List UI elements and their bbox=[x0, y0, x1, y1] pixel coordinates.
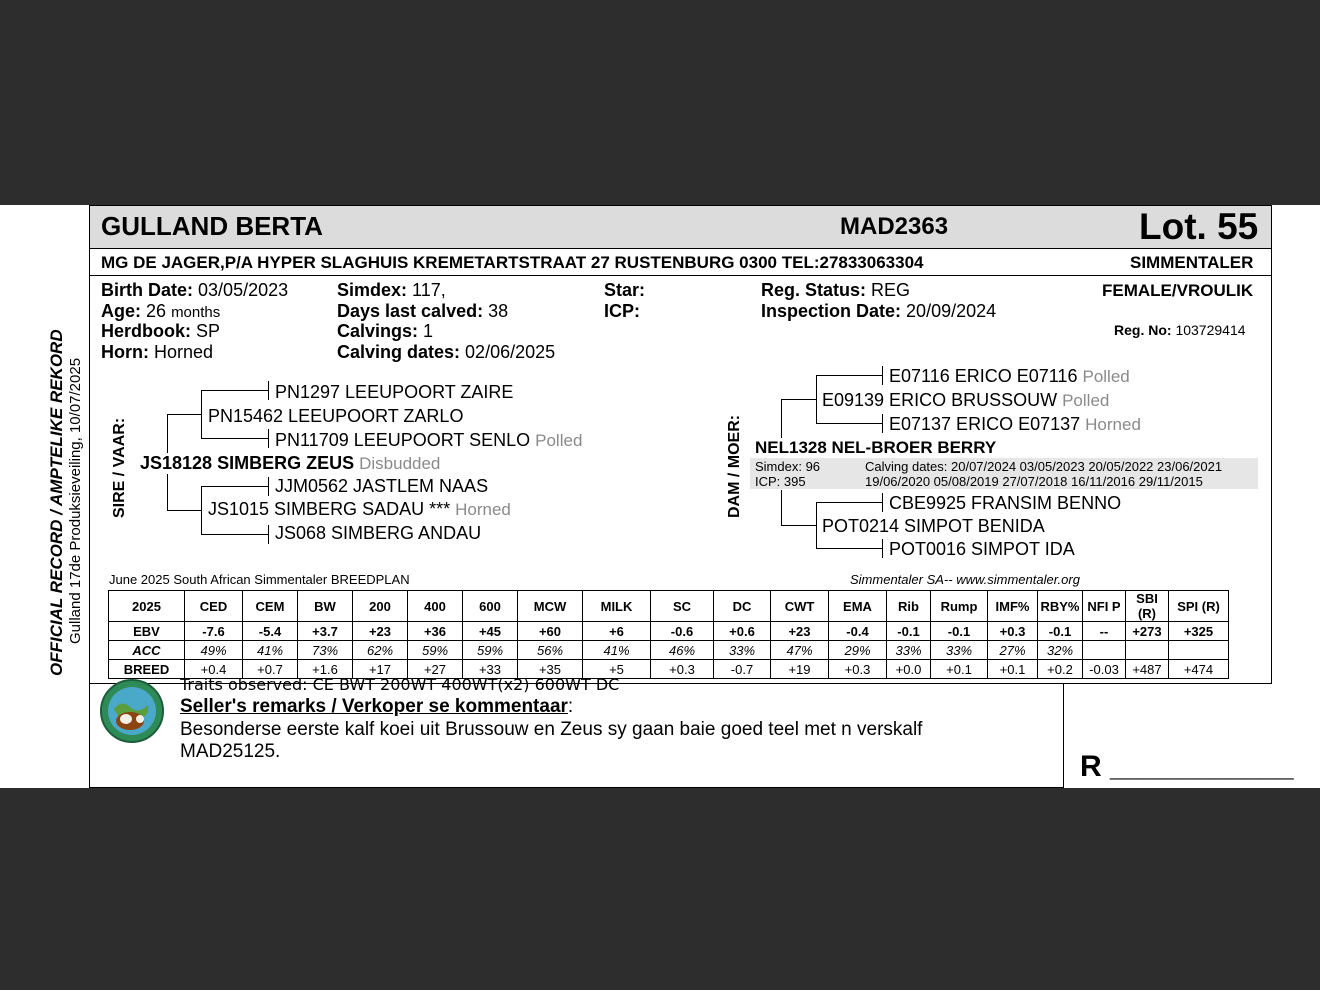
horn-status: Horn: Horned bbox=[101, 342, 214, 362]
official-record-label: OFFICIAL RECORD / AMPTELIKE REKORD bbox=[47, 329, 66, 676]
table-cell: -- bbox=[1083, 622, 1126, 641]
table-cell: +3.7 bbox=[298, 622, 353, 641]
simmentaler-logo-icon bbox=[100, 679, 164, 743]
table-header-cell: MCW bbox=[518, 591, 583, 622]
table-cell: +0.3 bbox=[651, 660, 714, 679]
table-header-cell: CWT bbox=[771, 591, 829, 622]
table-cell: 56% bbox=[518, 641, 583, 660]
sire-dam-sire: JJM0562 JASTLEM NAAS bbox=[275, 476, 489, 496]
table-cell: +1.6 bbox=[298, 660, 353, 679]
traits-observed: Traits observed: CE BWT 200WT 400WT(x2) 600WT DC bbox=[180, 675, 620, 694]
table-header-cell: BW bbox=[298, 591, 353, 622]
table-cell: 33% bbox=[931, 641, 988, 660]
calvings: Calvings: 1 bbox=[337, 321, 434, 341]
table-cell: +325 bbox=[1169, 622, 1229, 641]
table-row bbox=[109, 641, 1229, 660]
table-cell: 59% bbox=[408, 641, 463, 660]
table-cell: +0.6 bbox=[714, 622, 771, 641]
table-cell: +17 bbox=[353, 660, 408, 679]
table-header-cell: IMF% bbox=[988, 591, 1038, 622]
herdbook: Herdbook: SP bbox=[101, 321, 221, 341]
table-cell: -7.6 bbox=[185, 622, 243, 641]
sire-name: JS18128 SIMBERG ZEUS Disbudded bbox=[140, 453, 441, 473]
table-cell: 73% bbox=[298, 641, 353, 660]
table-cell: 47% bbox=[771, 641, 829, 660]
breedplan-table bbox=[108, 590, 1229, 679]
table-cell: +35 bbox=[518, 660, 583, 679]
dam-sire: E09139 ERICO BRUSSOUW Polled bbox=[822, 390, 1110, 410]
sd-bracket bbox=[201, 486, 202, 535]
table-cell: +0.3 bbox=[988, 622, 1038, 641]
table-cell: +0.1 bbox=[931, 660, 988, 679]
dam-icp: ICP: 395 bbox=[755, 474, 806, 489]
table-cell: 33% bbox=[714, 641, 771, 660]
table-cell: 29% bbox=[829, 641, 887, 660]
table-cell: +60 bbox=[518, 622, 583, 641]
table-cell: +273 bbox=[1126, 622, 1169, 641]
table-cell: +0.1 bbox=[988, 660, 1038, 679]
sire-label: SIRE / VAAR: bbox=[111, 417, 128, 518]
birth-date: Birth Date: 03/05/2023 bbox=[101, 280, 289, 300]
table-cell: 62% bbox=[353, 641, 408, 660]
dam-dam-bracket bbox=[781, 490, 782, 526]
table-header-cell: MILK bbox=[583, 591, 651, 622]
table-cell: +33 bbox=[463, 660, 518, 679]
table-cell: -0.7 bbox=[714, 660, 771, 679]
table-cell: ACC bbox=[109, 641, 185, 660]
reg-status: Reg. Status: REG bbox=[761, 280, 911, 300]
table-cell: +0.4 bbox=[185, 660, 243, 679]
table-cell: -5.4 bbox=[243, 622, 298, 641]
table-cell: +0.0 bbox=[887, 660, 931, 679]
dam-calving-dates-1: Calving dates: 20/07/2024 03/05/2023 20/05/2022 23/06/2021 bbox=[865, 459, 1223, 474]
dam-dam-dam: POT0016 SIMPOT IDA bbox=[889, 539, 1075, 559]
table-cell: 32% bbox=[1038, 641, 1083, 660]
table-cell: +0.2 bbox=[1038, 660, 1083, 679]
table-cell: +45 bbox=[463, 622, 518, 641]
table-header-cell: RBY% bbox=[1038, 591, 1083, 622]
table-cell: 41% bbox=[243, 641, 298, 660]
ss-bracket bbox=[201, 390, 202, 439]
table-cell: 27% bbox=[988, 641, 1038, 660]
star-label: Star: bbox=[604, 280, 646, 300]
table-cell: +36 bbox=[408, 622, 463, 641]
age: Age: 26 months bbox=[101, 301, 221, 321]
table-cell: +23 bbox=[771, 622, 829, 641]
dam-calving-dates-2: 19/06/2020 05/08/2019 27/07/2018 16/11/2016 29/11/2015 bbox=[865, 474, 1203, 489]
table-header-cell: SC bbox=[651, 591, 714, 622]
dam-sire-sire: E07116 ERICO E07116 Polled bbox=[889, 366, 1130, 386]
dam-dam-sire: CBE9925 FRANSIM BENNO bbox=[889, 493, 1122, 513]
owner-line: MG DE JAGER,P/A HYPER SLAGHUIS KREMETARTSTRAAT 27 RUSTENBURG 0300 TEL:27833063304 bbox=[101, 253, 924, 272]
inspection-date: Inspection Date: 20/09/2024 bbox=[761, 301, 997, 321]
table-header-cell: CEM bbox=[243, 591, 298, 622]
table-cell: 33% bbox=[887, 641, 931, 660]
sire-sire-sire: PN1297 LEEUPOORT ZAIRE bbox=[275, 382, 514, 402]
table-header-cell: CED bbox=[185, 591, 243, 622]
table-header-cell: Rump bbox=[931, 591, 988, 622]
price-box-divider bbox=[1063, 684, 1064, 788]
breedplan-title: June 2025 South African Simmentaler BREEDPLAN bbox=[109, 572, 410, 587]
table-cell: +474 bbox=[1169, 660, 1229, 679]
table-cell bbox=[1083, 641, 1126, 660]
dam-dam: POT0214 SIMPOT BENIDA bbox=[822, 516, 1045, 536]
table-header-cell: 600 bbox=[463, 591, 518, 622]
table-cell: +0.7 bbox=[243, 660, 298, 679]
table-row bbox=[109, 622, 1229, 641]
sire-sire: PN15462 LEEUPOORT ZARLO bbox=[208, 406, 464, 426]
table-cell: +487 bbox=[1126, 660, 1169, 679]
table-header-cell: DC bbox=[714, 591, 771, 622]
reg-no: Reg. No: 103729414 bbox=[1114, 322, 1246, 338]
dam-sire-dam: E07137 ERICO E07137 Horned bbox=[889, 414, 1141, 434]
table-cell: -0.4 bbox=[829, 622, 887, 641]
icp-label: ICP: bbox=[604, 301, 640, 321]
table-cell: +27 bbox=[408, 660, 463, 679]
table-cell bbox=[1126, 641, 1169, 660]
table-header-cell: SPI (R) bbox=[1169, 591, 1229, 622]
simdex: Simdex: 117, bbox=[337, 280, 446, 300]
table-cell: +0.3 bbox=[829, 660, 887, 679]
table-cell: 46% bbox=[651, 641, 714, 660]
dam-name: NEL1328 NEL-BROER BERRY bbox=[755, 438, 997, 457]
table-cell: +23 bbox=[353, 622, 408, 641]
sire-dam: JS1015 SIMBERG SADAU *** Horned bbox=[208, 499, 511, 519]
table-header-cell: EMA bbox=[829, 591, 887, 622]
dam-simdex: Simdex: 96 bbox=[755, 459, 821, 474]
remarks-line-1: Besonderse eerste kalf koei uit Brussouw en Zeus sy gaan baie goed teel met n verskalf bbox=[180, 719, 923, 740]
table-header-cell: 200 bbox=[353, 591, 408, 622]
table-cell bbox=[1169, 641, 1229, 660]
animal-id: MAD2363 bbox=[840, 213, 949, 240]
table-cell: -0.1 bbox=[1038, 622, 1083, 641]
sire-sire-dam: PN11709 LEEUPOORT SENLO Polled bbox=[275, 430, 583, 450]
remarks-heading: Seller's remarks / Verkoper se kommentaar: bbox=[180, 696, 574, 717]
animal-name: GULLAND BERTA bbox=[101, 211, 323, 241]
table-header-row bbox=[109, 591, 1229, 622]
lot-number: Lot. 55 bbox=[1139, 206, 1259, 247]
table-cell: +6 bbox=[583, 622, 651, 641]
table-cell: +5 bbox=[583, 660, 651, 679]
days-last-calved: Days last calved: 38 bbox=[337, 301, 509, 321]
remarks-line-2: MAD25125. bbox=[180, 741, 281, 762]
breed-name: SIMMENTALER bbox=[1130, 253, 1254, 272]
table-cell: -0.6 bbox=[651, 622, 714, 641]
table-cell: +19 bbox=[771, 660, 829, 679]
table-cell: 49% bbox=[185, 641, 243, 660]
price-field[interactable]: R ___________ bbox=[1080, 750, 1294, 783]
calving-dates: Calving dates: 02/06/2025 bbox=[337, 342, 556, 362]
table-cell: 59% bbox=[463, 641, 518, 660]
table-header-cell: 2025 bbox=[109, 591, 185, 622]
table-cell: 41% bbox=[583, 641, 651, 660]
table-header-cell: 400 bbox=[408, 591, 463, 622]
table-header-cell: NFI P bbox=[1083, 591, 1126, 622]
table-cell: -0.1 bbox=[931, 622, 988, 641]
breedplan-site: Simmentaler SA-- www.simmentaler.org bbox=[850, 572, 1080, 587]
sex: FEMALE/VROULIK bbox=[1102, 281, 1254, 300]
table-cell: BREED bbox=[109, 660, 185, 679]
table-cell: EBV bbox=[109, 622, 185, 641]
dam-label: DAM / MOER: bbox=[726, 414, 743, 518]
sale-label: Gulland 17de Produksieveiling, 10/07/2025 bbox=[67, 357, 84, 644]
sire-dam-dam: JS068 SIMBERG ANDAU bbox=[275, 523, 482, 543]
table-header-cell: SBI (R) bbox=[1126, 591, 1169, 622]
dam-sire-bracket bbox=[781, 399, 782, 439]
table-cell: -0.03 bbox=[1083, 660, 1126, 679]
table-header-cell: Rib bbox=[887, 591, 931, 622]
table-cell: -0.1 bbox=[887, 622, 931, 641]
